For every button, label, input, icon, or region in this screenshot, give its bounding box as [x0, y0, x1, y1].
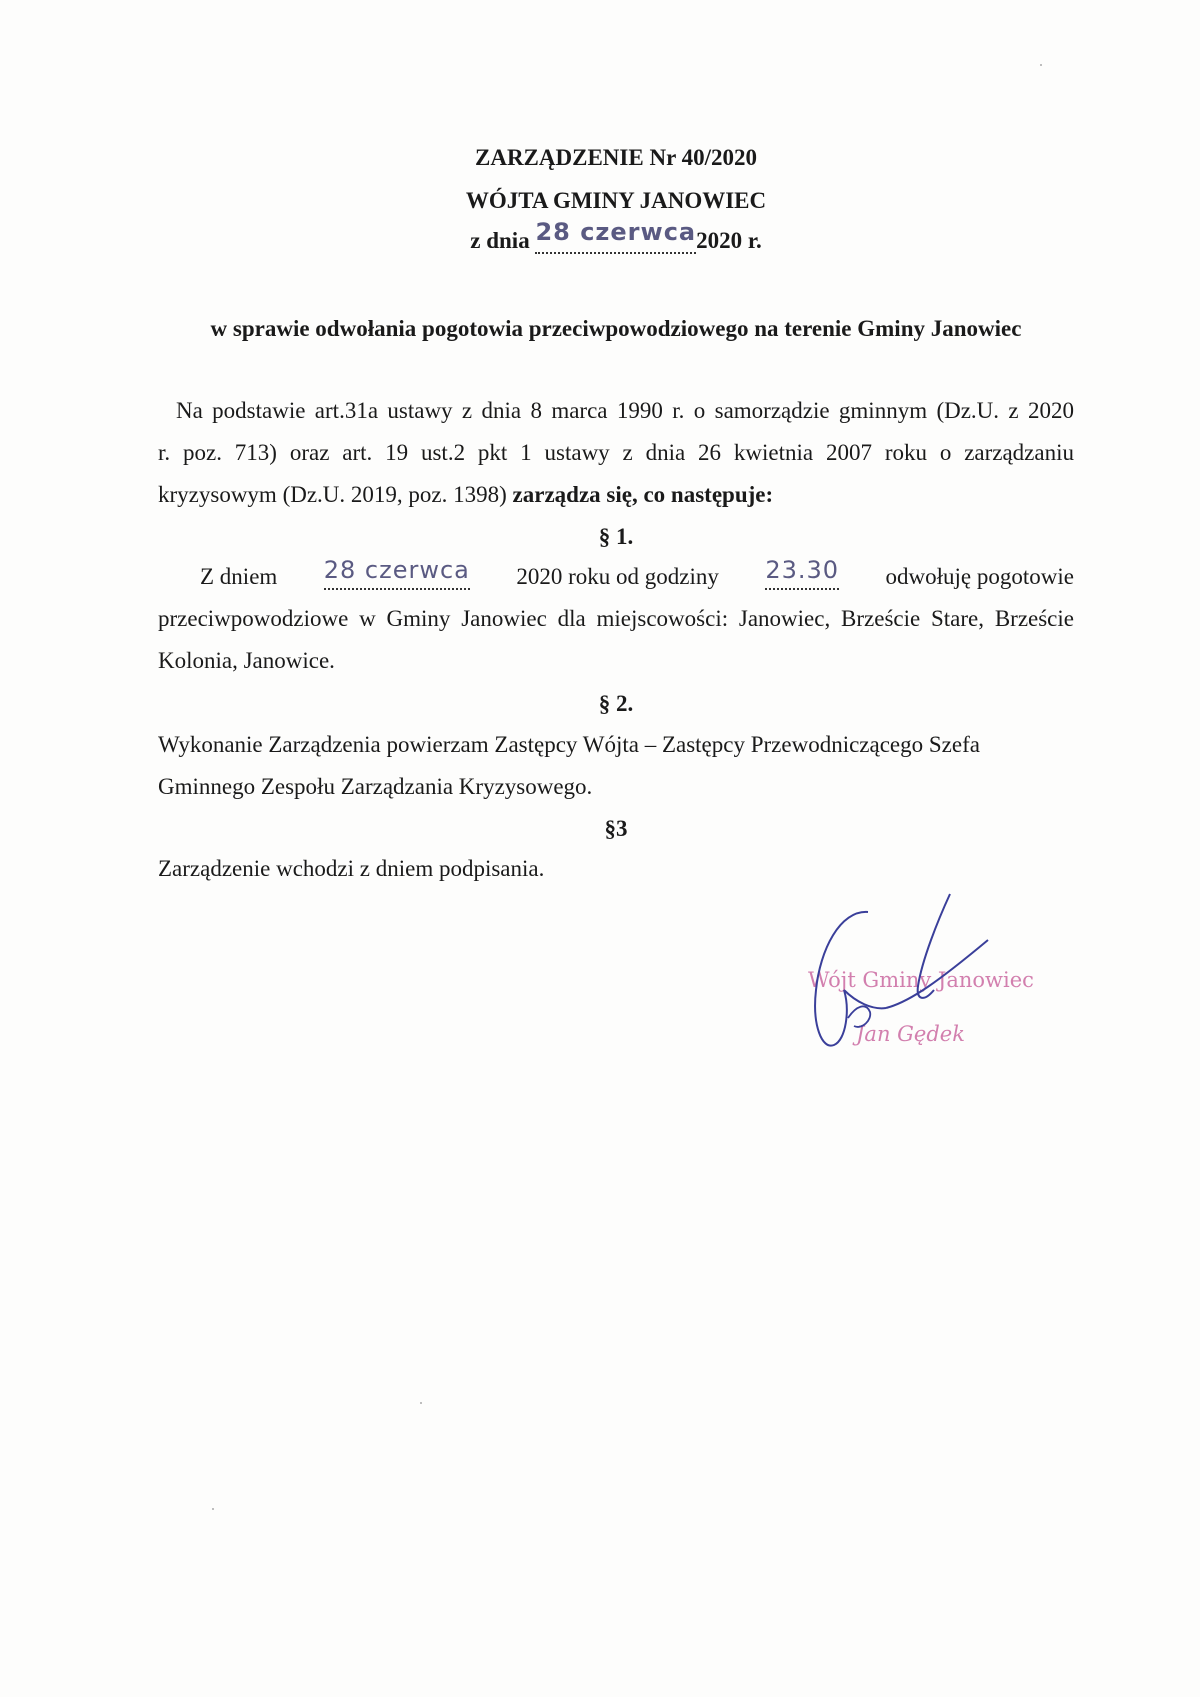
signature-icon	[800, 890, 1030, 1060]
handwritten-time-field	[765, 556, 840, 590]
section-2-line-1: Wykonanie Zarządzenia powierzam Zastępcy Wójta – Zastępcy Przewodniczącego Szefa	[158, 732, 980, 757]
official-stamp-name: Jan Gędek	[856, 1022, 965, 1046]
section-1-text-c: odwołuję pogotowie	[885, 564, 1074, 589]
section-3-line-1: Zarządzenie wchodzi z dniem podpisania.	[158, 856, 545, 881]
section-3-heading: §3	[604, 816, 628, 841]
date-suffix: 2020 r.	[696, 228, 762, 253]
section-1-text-a: Z dniem	[200, 564, 278, 589]
handwritten-date: 28 czerwca	[535, 218, 697, 246]
section-1-heading: § 1.	[598, 524, 634, 549]
official-stamp-title: Wójt Gminy Janowiec	[808, 968, 1034, 992]
preamble-line-3	[158, 482, 773, 508]
document-date	[0, 218, 1200, 254]
preamble-line-2: r. poz. 713) oraz art. 19 ust.2 pkt 1 ustawy z dnia 26 kwietnia 2007 roku o zarządzaniu	[158, 440, 1074, 465]
section-2-heading: § 2.	[598, 691, 634, 716]
preamble-line-1: Na podstawie art.31a ustawy z dnia 8 marca 1990 r. o samorządzie gminnym (Dz.U. z 2020	[176, 398, 1074, 423]
document-title: ZARZĄDZENIE Nr 40/2020	[475, 145, 757, 170]
handwritten-date-2: 28 czerwca	[323, 556, 470, 584]
date-prefix: z dnia	[470, 228, 530, 253]
section-1-line-3: Kolonia, Janowice.	[158, 648, 335, 673]
issuer-title: WÓJTA GMINY JANOWIEC	[465, 188, 767, 213]
preamble-legal-ref: kryzysowym (Dz.U. 2019, poz. 1398)	[158, 482, 507, 507]
handwritten-time: 23.30	[765, 556, 840, 584]
section-2-line-2: Gminnego Zespołu Zarządzania Kryzysowego.	[158, 774, 593, 799]
document-subject: w sprawie odwołania pogotowia przeciwpowodziowego na terenie Gminy Janowiec	[210, 316, 1022, 341]
section-1-line-1	[200, 556, 1074, 590]
handwritten-date-field-2	[323, 556, 470, 590]
scan-speck	[420, 1402, 422, 1404]
section-1-text-b: 2020 roku od godziny	[516, 564, 719, 589]
preamble-decision: zarządza się, co następuje:	[512, 482, 774, 507]
section-1-line-2: przeciwpowodziowe w Gminy Janowiec dla miejscowości: Janowiec, Brzeście Stare, Brzeście	[158, 606, 1074, 631]
handwritten-date-field	[535, 218, 697, 254]
scan-speck	[1040, 64, 1042, 66]
scan-speck	[212, 1508, 214, 1510]
